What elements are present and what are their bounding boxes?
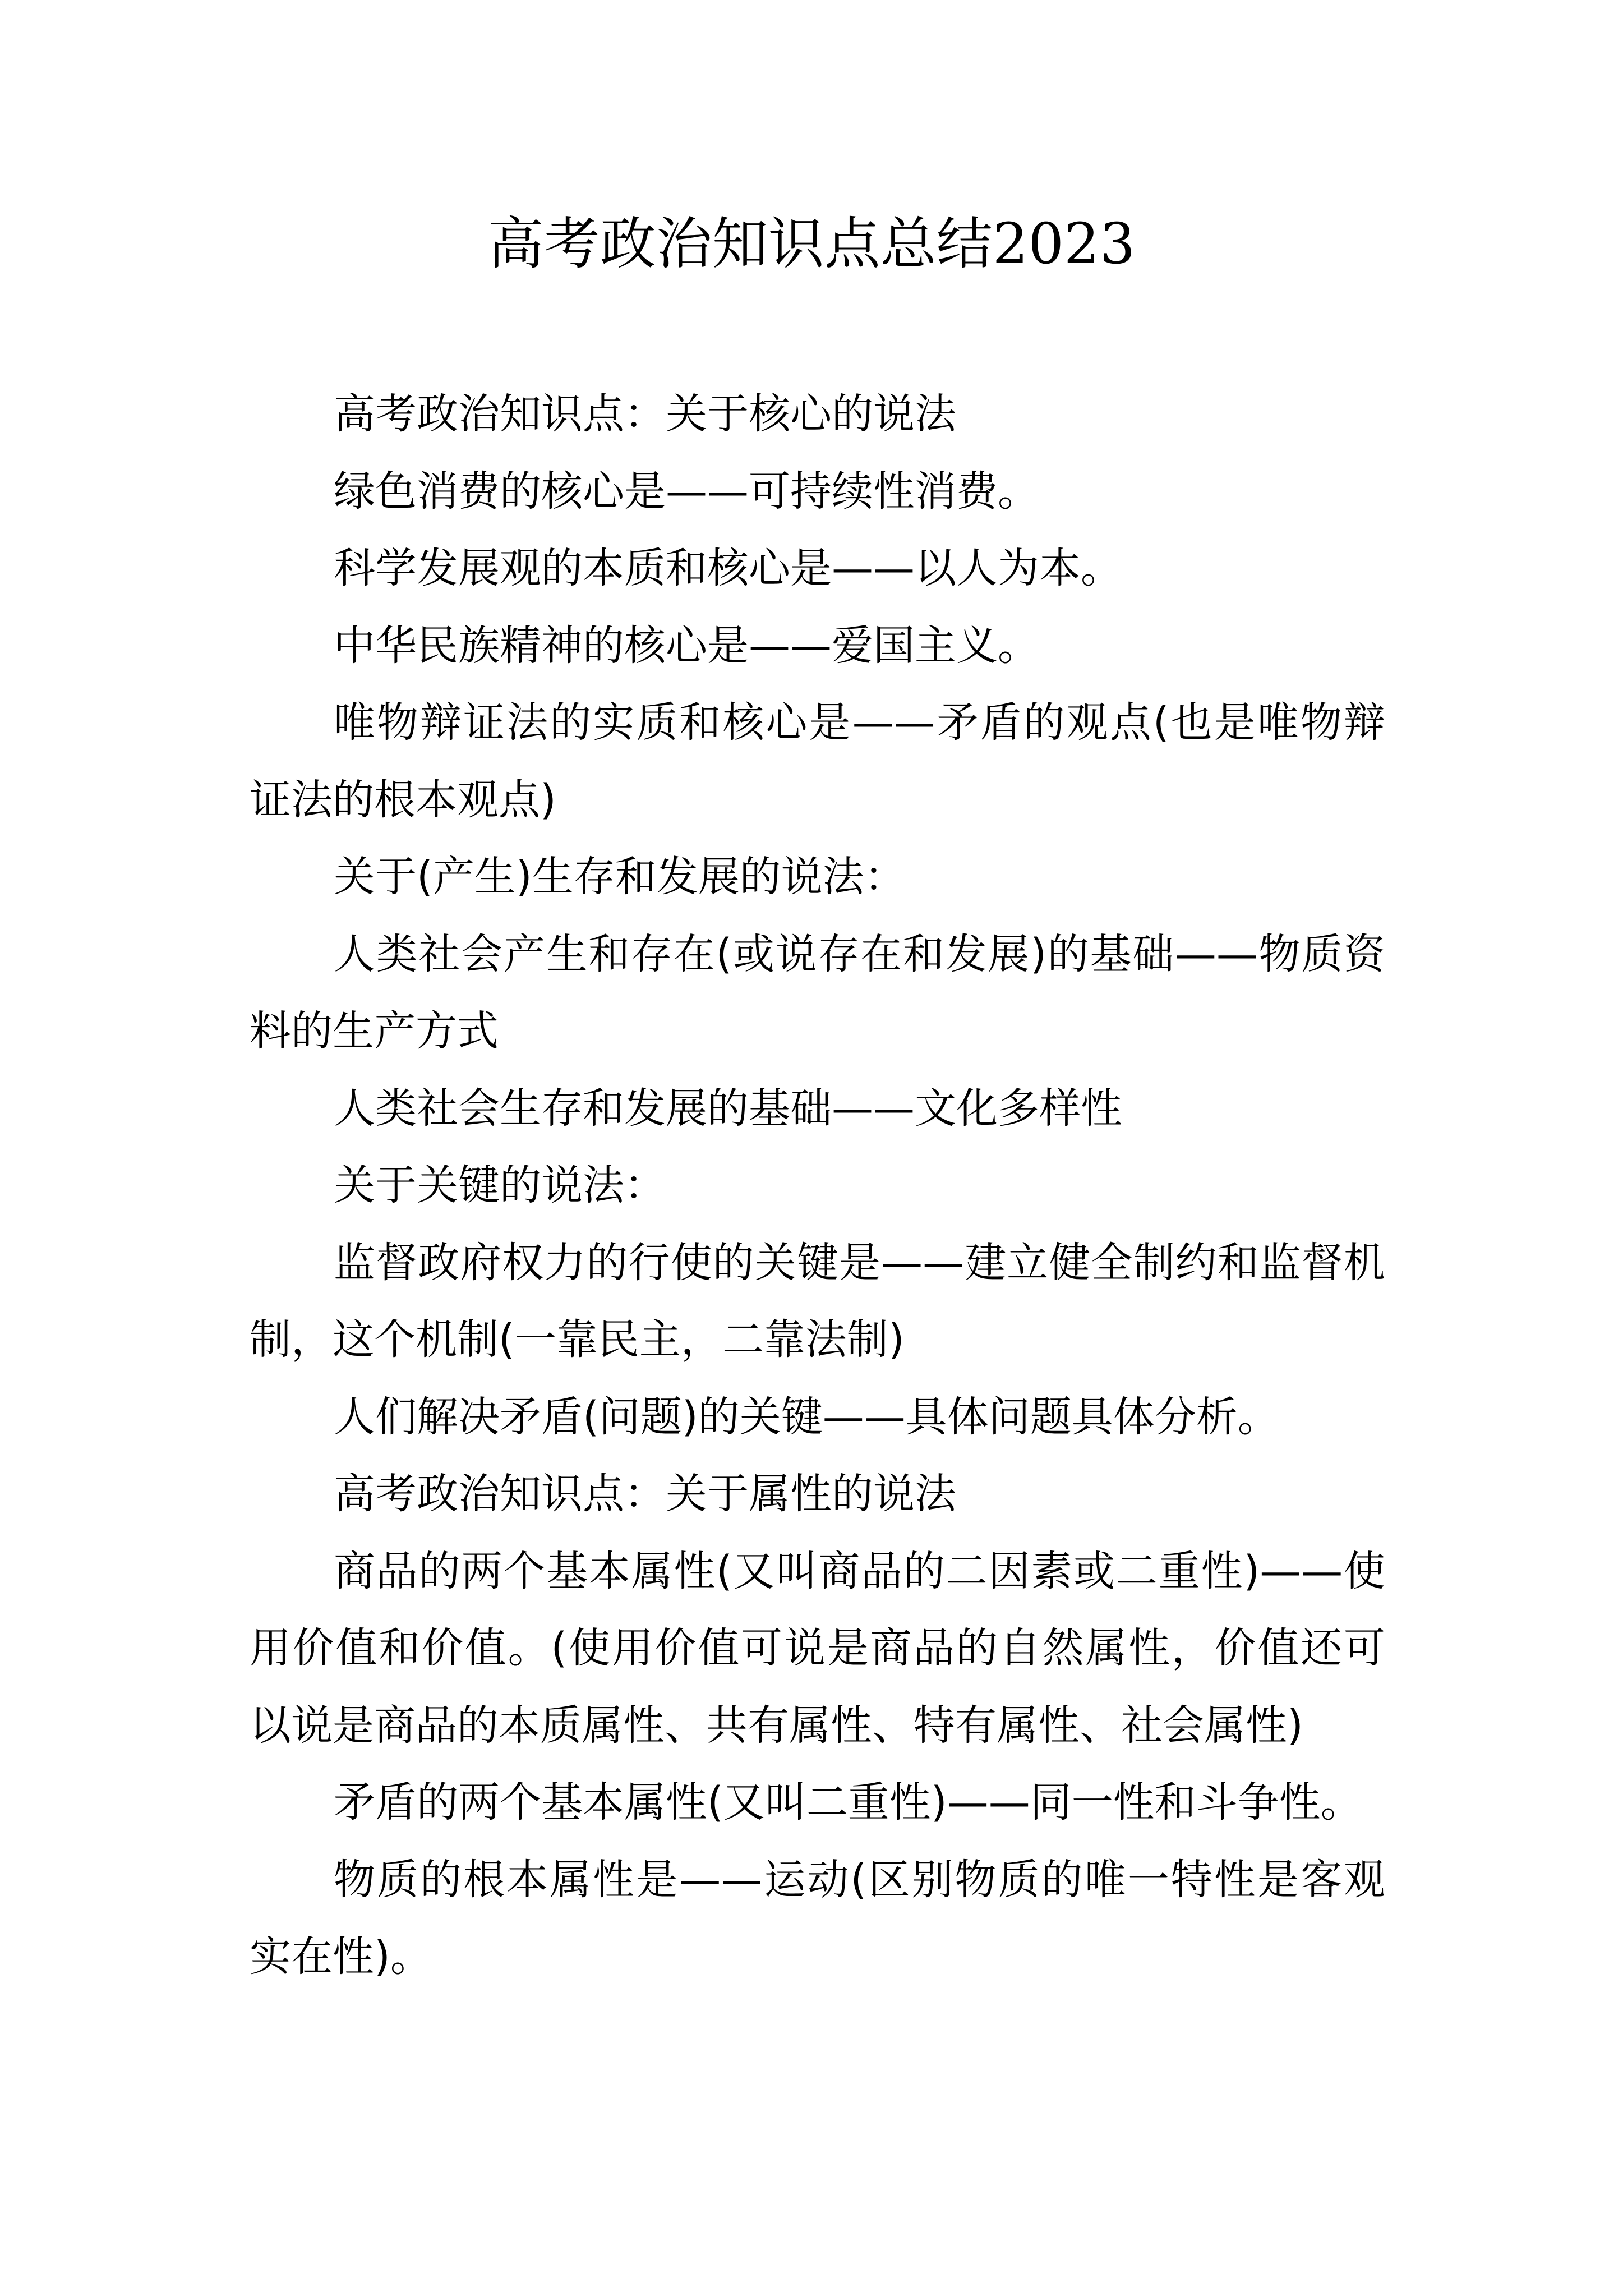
paragraph: 科学发展观的本质和核心是——以人为本。	[334, 544, 1122, 592]
paragraph: 关于(产生)生存和发展的说法：	[334, 853, 906, 901]
paragraph: 物质的根本属性是——运动(区别物质的唯一特性是客观实在性)。	[250, 1855, 1385, 1981]
paragraph: 唯物辩证法的实质和核心是——矛盾的观点(也是唯物辩证法的根本观点)	[250, 698, 1385, 824]
document-body	[250, 376, 1385, 1996]
paragraph: 矛盾的两个基本属性(又叫二重性)——同一性和斗争性。	[334, 1778, 1362, 1826]
paragraph: 人们解决矛盾(问题)的关键——具体问题具体分析。	[334, 1392, 1279, 1441]
paragraph: 人类社会产生和存在(或说存在和发展)的基础——物质资料的生产方式	[250, 930, 1385, 1055]
paragraph: 人类社会生存和发展的基础——文化多样性	[334, 1084, 1122, 1133]
paragraph: 高考政治知识点：关于属性的说法	[334, 1470, 956, 1518]
paragraph: 关于关键的说法：	[334, 1161, 666, 1209]
paragraph: 高考政治知识点：关于核心的说法	[334, 390, 956, 438]
document-title: 高考政治知识点总结2023	[487, 211, 1136, 277]
paragraph: 中华民族精神的核心是——爱国主义。	[334, 621, 1039, 670]
paragraph: 监督政府权力的行使的关键是——建立健全制约和监督机制，这个机制(一靠民主，二靠法制)	[250, 1238, 1385, 1364]
paragraph: 绿色消费的核心是——可持续性消费。	[334, 467, 1039, 516]
paragraph: 商品的两个基本属性(又叫商品的二因素或二重性)——使用价值和价值。(使用价值可说是商品的自然属性，价值还可以说是商品的本质属性、共有属性、特有属性、社会属性)	[250, 1547, 1385, 1750]
